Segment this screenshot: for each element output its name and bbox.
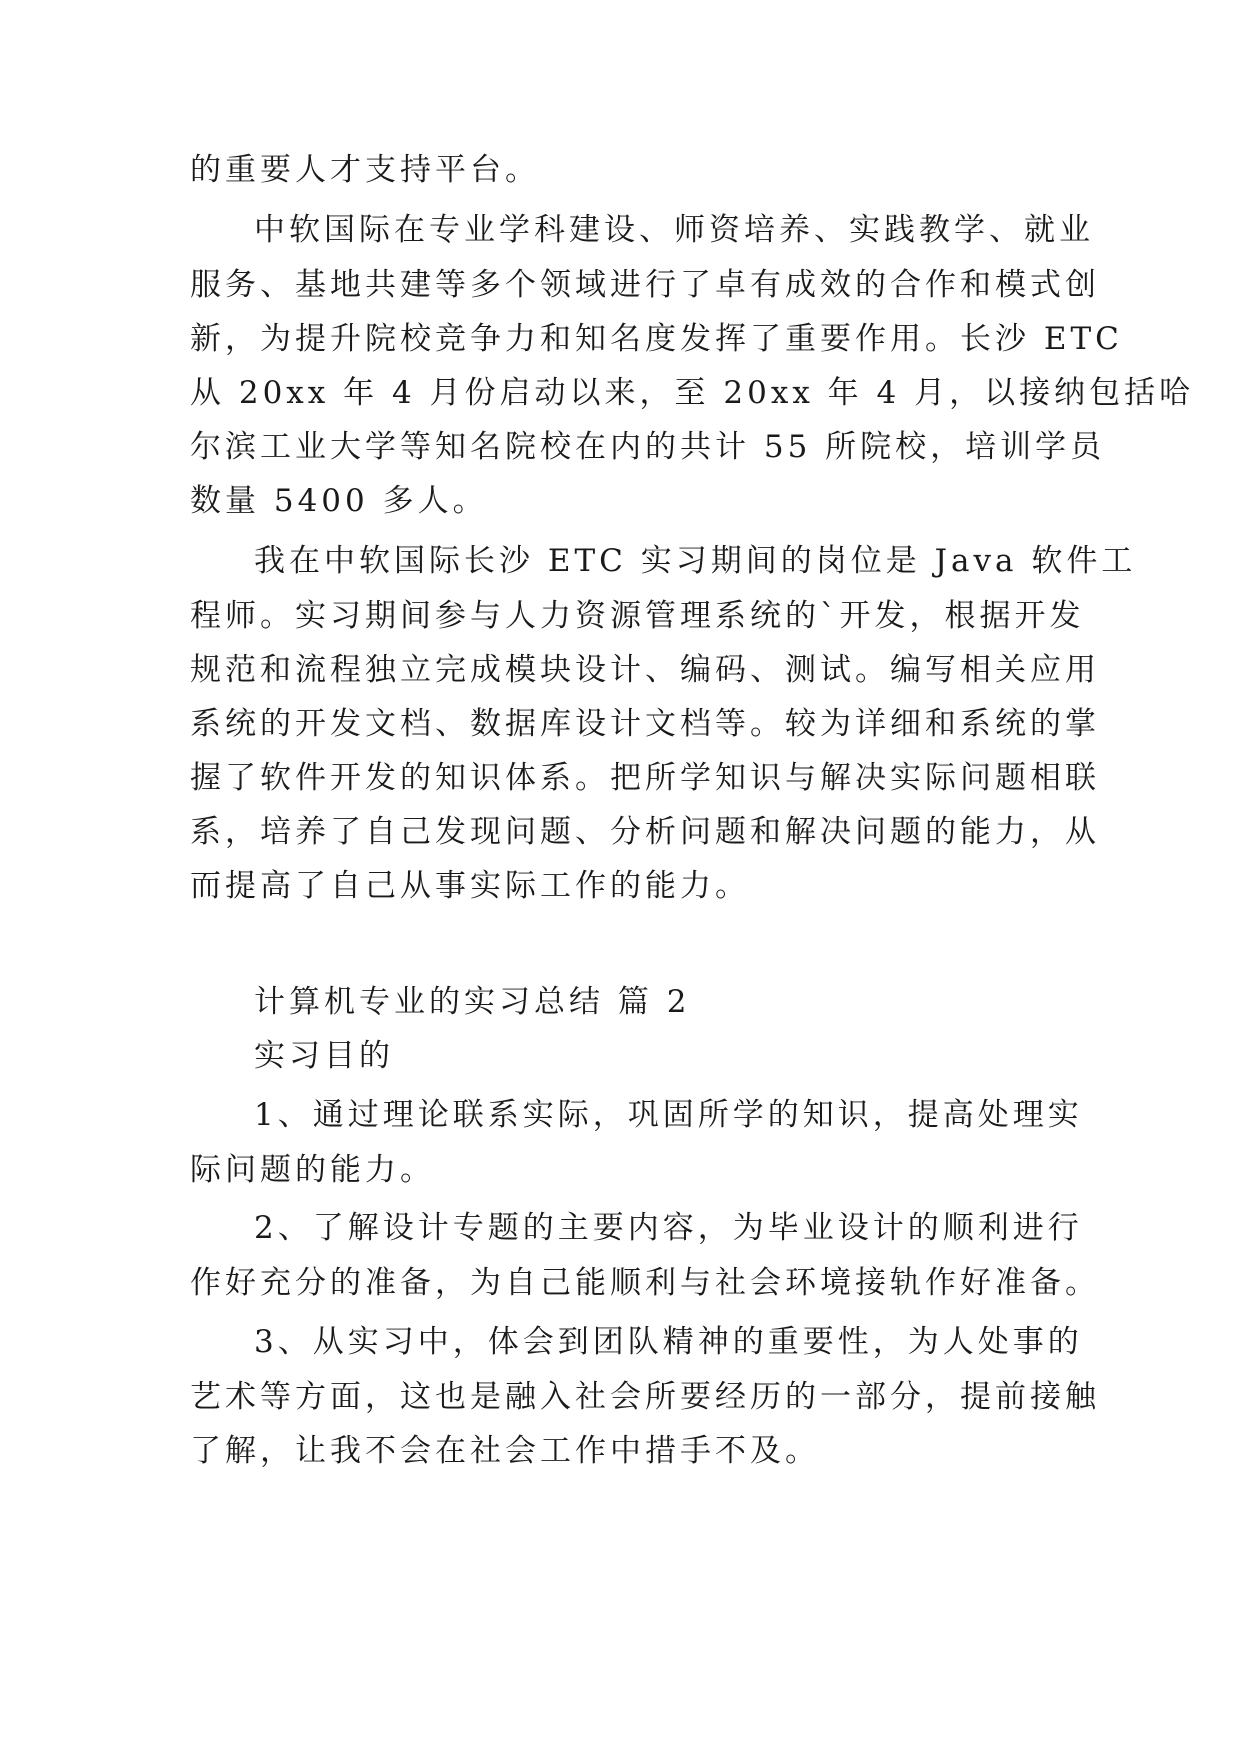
paragraph-start-line: 2、了解设计专题的主要内容，为毕业设计的顺利进行 — [254, 1210, 1083, 1246]
text-line: 规范和流程独立完成模块设计、编码、测试。编写相关应用 — [190, 652, 1100, 688]
text-line: 了解，让我不会在社会工作中措手不及。 — [190, 1433, 820, 1469]
paragraph-start-line: 1、通过理论联系实际，巩固所学的知识，提高处理实 — [254, 1097, 1083, 1133]
subheading: 实习目的 — [254, 1038, 394, 1074]
text-line: 作好充分的准备，为自己能顺利与社会环境接轨作好准备。 — [190, 1265, 1100, 1301]
section-heading: 计算机专业的实习总结 篇 2 — [254, 984, 691, 1020]
text-line: 尔滨工业大学等知名院校在内的共计 55 所院校，培训学员 — [190, 429, 1106, 465]
text-line: 服务、基地共建等多个领域进行了卓有成效的合作和模式创 — [190, 267, 1100, 303]
text-line: 际问题的能力。 — [190, 1152, 435, 1188]
text-line: 的重要人才支持平台。 — [190, 152, 540, 188]
text-line: 数量 5400 多人。 — [190, 483, 488, 519]
text-line: 新，为提升院校竞争力和知名度发挥了重要作用。长沙 ETC — [190, 321, 1123, 357]
paragraph-start-line: 3、从实习中，体会到团队精神的重要性，为人处事的 — [254, 1324, 1083, 1360]
text-line: 艺术等方面，这也是融入社会所要经历的一部分，提前接触 — [190, 1379, 1100, 1415]
text-line: 系，培养了自己发现问题、分析问题和解决问题的能力，从 — [190, 814, 1100, 850]
text-line: 系统的开发文档、数据库设计文档等。较为详细和系统的掌 — [190, 706, 1100, 742]
paragraph-start-line: 中软国际在专业学科建设、师资培养、实践教学、就业 — [254, 212, 1094, 248]
text-line: 程师。实习期间参与人力资源管理系统的`开发，根据开发 — [190, 598, 1085, 634]
paragraph-start-line: 我在中软国际长沙 ETC 实习期间的岗位是 Java 软件工 — [254, 543, 1137, 579]
text-line: 从 20xx 年 4 月份启动以来，至 20xx 年 4 月，以接纳包括哈 — [190, 375, 1195, 411]
text-line: 握了软件开发的知识体系。把所学知识与解决实际问题相联 — [190, 760, 1100, 796]
text-line: 而提高了自己从事实际工作的能力。 — [190, 868, 750, 904]
